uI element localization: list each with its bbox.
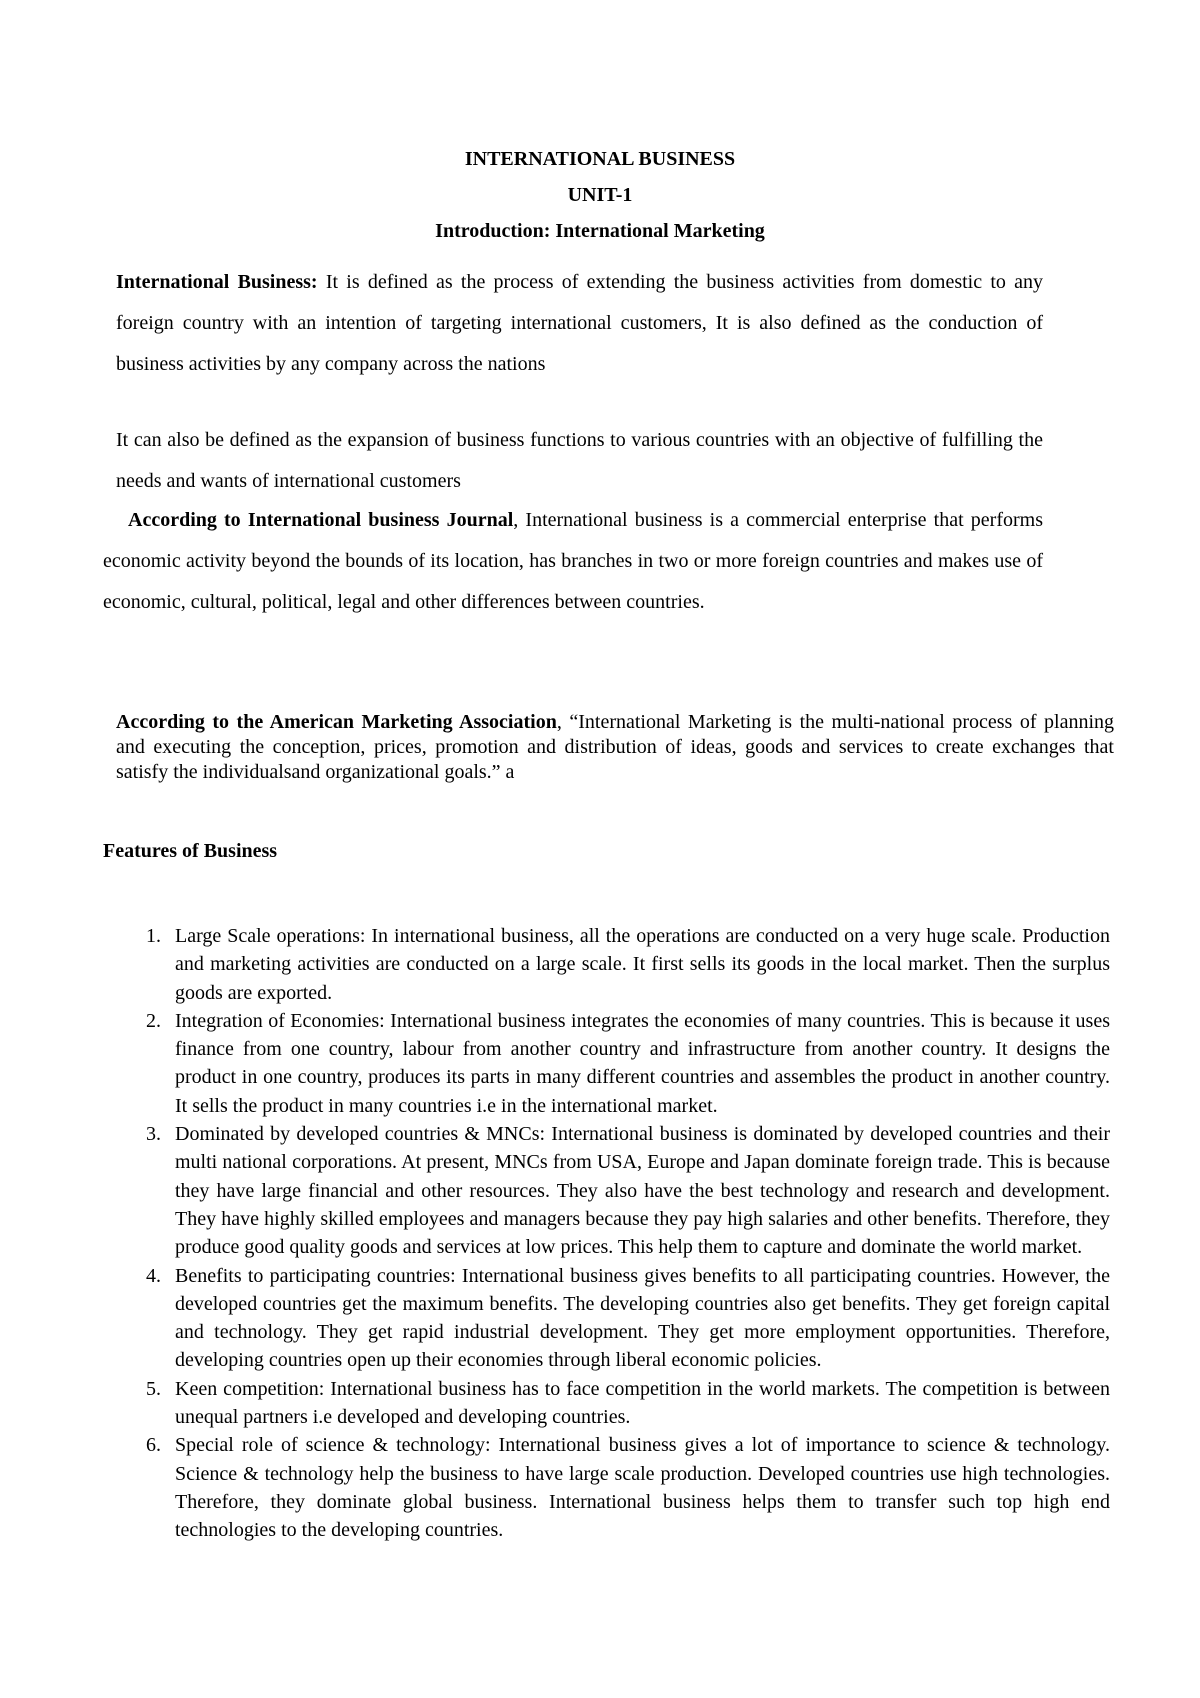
intro-text: It is defined as the process of extending the business activities from domestic to any foreign country with an intention of targeting international customers, It is also defined as the conduction of business activities by any company across the nations bbox=[116, 271, 1043, 375]
list-item bbox=[0, 1262, 1110, 1375]
list-number: 1. bbox=[146, 925, 161, 947]
list-item-text: Large Scale operations: In international business, all the operations are conducted on a very huge scale. Production and marketing activities are conducted on a large scale. It first sells its goods in the local market. Then the surplus goods are exported. bbox=[175, 925, 1110, 1004]
list-item-text: Keen competition: International business has to face competition in the world markets. The competition is between unequal partners i.e developed and developing countries. bbox=[175, 1377, 1110, 1429]
list-item-text: Dominated by developed countries & MNCs: International business is dominated by developed countries and their multi national corporations. At present, MNCs from USA, Europe and Japan dominate foreign trade. This is because they have large financial and other resources. They also have the best technology and research and development. They have highly skilled employees and managers because they pay high salaries and other benefits. Therefore, they produce good quality goods and services at low prices. This help them to capture and dominate the world market. bbox=[175, 1123, 1110, 1259]
ama-paragraph bbox=[116, 710, 1114, 785]
list-item bbox=[0, 1431, 1110, 1544]
list-number: 2. bbox=[146, 1009, 161, 1032]
list-item bbox=[0, 1007, 1110, 1120]
document-title: INTERNATIONAL BUSINESS bbox=[464, 148, 736, 170]
list-item-text: Integration of Economies: International business integrates the economies of many countries. This is because it uses finance from one country, labour from another country and infrastructure from another country. It designs the product in one country, produces its parts in many different countries and assembles the product in another country. It sells the product in many countries i.e in the international market. bbox=[175, 1009, 1110, 1117]
list-number: 6. bbox=[146, 1434, 161, 1457]
list-item bbox=[0, 1120, 1110, 1261]
journal-paragraph bbox=[103, 500, 1043, 623]
journal-label: According to International business Journal bbox=[128, 509, 514, 531]
list-item bbox=[0, 1375, 1110, 1432]
ama-label: According to the American Marketing Association bbox=[116, 711, 557, 733]
journal-text: , International business is a commercial enterprise that performs economic activity beyond the bounds of its location, has branches in two or more foreign countries and makes use of economic, cultural, political, legal and other differences between countries. bbox=[103, 509, 1044, 613]
list-item-text: Special role of science & technology: International business gives a lot of importance to science & technology. Science & technology help the business to have large scale production. Developed countries use high technologies. Therefore, they dominate global business. International business helps them to transfer such top high end technologies to the developing countries. bbox=[175, 1434, 1110, 1542]
unit-label: UNIT-1 bbox=[567, 184, 633, 206]
ama-text: , “International Marketing is the multi-national process of planning and executing the conception, prices, promotion and distribution of ideas, goods and services to create exchanges that satisfy the individualsand organizational goals.” a bbox=[116, 711, 1115, 783]
list-number: 3. bbox=[146, 1123, 161, 1146]
features-heading: Features of Business bbox=[103, 840, 278, 862]
list-number: 5. bbox=[146, 1377, 161, 1400]
list-number: 4. bbox=[146, 1264, 161, 1287]
intro-label: International Business: bbox=[116, 271, 318, 293]
list-item-text: Benefits to participating countries: International business gives benefits to all participating countries. However, the developed countries get the maximum benefits. The developing countries also get benefits. They get foreign capital and technology. They get rapid industrial development. They get more employment opportunities. Therefore, developing countries open up their economies through liberal economic policies. bbox=[175, 1264, 1110, 1372]
intro-paragraph bbox=[116, 262, 1043, 385]
features-list bbox=[0, 922, 1200, 1545]
expansion-paragraph: It can also be defined as the expansion of business functions to various countries with an objective of fulfilling the needs and wants of international customers bbox=[116, 429, 1043, 492]
list-item bbox=[0, 922, 1110, 1007]
section-subtitle: Introduction: International Marketing bbox=[435, 220, 765, 242]
